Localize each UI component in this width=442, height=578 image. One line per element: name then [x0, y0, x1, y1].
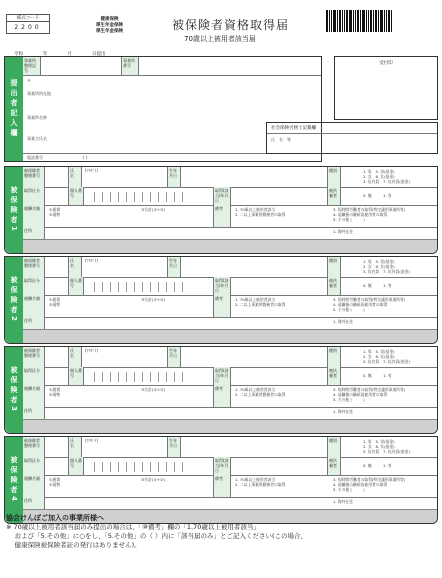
applicant-section	[4, 166, 438, 254]
notice-line: および「5.その他」に○をし、「5.その他」の（ ）内に「該当届のみ」とご記入ください(この場合、	[6, 532, 307, 540]
note-options-b: 3. 短時間労働者の取得(特定適用事業所等) 4. 退職後の継続再雇用者の取得 5. その他 ( )	[333, 297, 406, 312]
personal-number-label: 個人番号	[68, 367, 84, 385]
gender-label: 種別	[327, 167, 341, 187]
birth-label: 生年月日	[167, 347, 181, 367]
barcode	[326, 10, 400, 32]
currency-options: ①通貨 ②現物	[49, 207, 60, 217]
gender-label: 種別	[327, 257, 341, 277]
total-label: ③合計(①+②)	[141, 207, 165, 212]
insurer-line: 健康保険	[100, 17, 119, 22]
personal-number-label: 個人番号	[68, 457, 84, 475]
office-address-label: 事業所所在地	[27, 91, 51, 96]
acquisition-date-label: 取得(該当)年月日	[213, 187, 231, 205]
acquisition-date-label: 取得(該当)年月日	[213, 457, 231, 475]
remuneration-label: 報酬月額	[23, 475, 45, 497]
applicant-footer-bar	[23, 329, 437, 343]
receipt-stamp-box	[334, 56, 438, 120]
remuneration-label: 報酬月額	[23, 295, 45, 317]
insured-number-label: 被保険者整理番号	[23, 437, 45, 457]
name-label: 氏 名	[68, 437, 82, 457]
notice-line: 健康保険被保険者証の発行はありません)。	[6, 541, 141, 549]
gender-label: 種別	[327, 437, 341, 457]
dependent-options: 0. 無 1. 有	[363, 193, 392, 198]
address-options: 1. 海外在住	[333, 499, 354, 504]
acquisition-date-label: 取得(該当)年月日	[213, 277, 231, 295]
acquisition-type-label: 取得区分	[23, 457, 45, 475]
dependent-options: 0. 無 1. 有	[363, 283, 392, 288]
gender-options: 1. 男 5. 男(基金) 2. 女 6. 女(基金) 3. 坑内員 7. 坑内員(基金)	[363, 259, 410, 274]
form-code-label: 様式コード	[7, 15, 49, 22]
notes-label: 備考	[213, 295, 231, 317]
applicant-section	[4, 256, 438, 344]
applicant-section	[4, 346, 438, 434]
remuneration-label: 報酬月額	[23, 205, 45, 227]
date-submit: 日提出	[92, 52, 106, 57]
insurer-type	[96, 17, 123, 35]
applicant-side-label: 被保険者1	[5, 167, 23, 253]
form-title: 被保険者資格取得届	[172, 18, 290, 32]
name-label: 氏 名	[68, 167, 82, 187]
dependents-label: 被扶養者	[327, 367, 341, 385]
kana-label: (ﾌﾘｶﾞﾅ)	[85, 258, 99, 263]
note-options-b: 3. 短時間労働者の取得(特定適用事業所等) 4. 退職後の継続再雇用者の取得 5. その他 ( )	[333, 477, 406, 492]
note-options-a: 1. 70歳以上被用者該当 2. 二以上事業所勤務者の取得	[235, 207, 286, 217]
birth-label: 生年月日	[167, 167, 181, 187]
applicant-footer-bar	[23, 419, 437, 433]
insured-number-label: 被保険者整理番号	[23, 347, 45, 367]
labor-consultant-box	[266, 122, 438, 154]
acquisition-type-label: 取得区分	[23, 277, 45, 295]
labor-consultant-name-label: 氏 名 等	[271, 137, 291, 142]
applicant-side-label: 被保険者2	[5, 257, 23, 343]
note-options-a: 1. 70歳以上被用者該当 2. 二以上事業所勤務者の取得	[235, 477, 286, 487]
personal-number-label: 個人番号	[68, 277, 84, 295]
notice-line: ※ 70歳以上被用者該当届のみ提出の場合は、「⑩備考」欄の「1.70歳以上被用者該当」	[6, 523, 260, 531]
submitter-side-label: 提出者記入欄	[5, 57, 23, 161]
acquisition-type-label: 取得区分	[23, 187, 45, 205]
notes-label: 備考	[213, 385, 231, 407]
address-label: 住所	[23, 497, 45, 511]
currency-options: ①通貨 ②現物	[49, 477, 60, 487]
gender-options: 1. 男 5. 男(基金) 2. 女 6. 女(基金) 3. 坑内員 7. 坑内員(基金)	[363, 169, 410, 184]
currency-options: ①通貨 ②現物	[49, 387, 60, 397]
address-label: 住所	[23, 407, 45, 421]
kana-label: (ﾌﾘｶﾞﾅ)	[85, 348, 99, 353]
dependent-options: 0. 無 1. 有	[363, 373, 392, 378]
labor-consultant-label: 社会保険労務士記載欄	[267, 123, 437, 134]
date-year: 年	[43, 52, 48, 57]
address-options: 1. 海外在住	[333, 409, 354, 414]
remuneration-label: 報酬月額	[23, 385, 45, 407]
postal-label: 〒	[27, 78, 31, 83]
note-options-a: 1. 70歳以上被用者該当 2. 二以上事業所勤務者の取得	[235, 387, 286, 397]
employer-name-label: 事業主氏名	[27, 136, 47, 141]
insured-number-label: 被保険者整理番号	[23, 257, 45, 277]
note-options-b: 3. 短時間労働者の取得(特定適用事業所等) 4. 退職後の継続再雇用者の取得 5. その他 ( )	[333, 387, 406, 402]
address-options: 1. 海外在住	[333, 229, 354, 234]
office-code-label: 事業所整理記号	[23, 57, 41, 75]
form-code-box	[6, 14, 50, 34]
notes-label: 備考	[213, 475, 231, 497]
insurer-line: 厚生年金保険	[96, 23, 123, 28]
date-month: 月	[67, 52, 72, 57]
personal-number-label: 個人番号	[68, 187, 84, 205]
currency-options: ①通貨 ②現物	[49, 297, 60, 307]
applicant-side-label: 被保険者4	[5, 437, 23, 523]
notice-box	[6, 514, 436, 550]
phone-parens: ( )	[83, 155, 88, 160]
dependent-options: 0. 無 1. 有	[363, 463, 392, 468]
dependents-label: 被扶養者	[327, 187, 341, 205]
form-subtitle: 70歳以上被用者該当届	[184, 35, 256, 43]
name-label: 氏 名	[68, 257, 82, 277]
insurer-line: 厚生年金保険	[96, 29, 123, 34]
receipt-label: 受付印	[379, 61, 393, 66]
total-label: ③合計(①+②)	[141, 387, 165, 392]
note-options-b: 3. 短時間労働者の取得(特定適用事業所等) 4. 退職後の継続再雇用者の取得 5. その他 ( )	[333, 207, 406, 222]
birth-label: 生年月日	[167, 257, 181, 277]
address-label: 住所	[23, 227, 45, 241]
address-label: 住所	[23, 317, 45, 331]
applicant-section	[4, 436, 438, 524]
gender-options: 1. 男 5. 男(基金) 2. 女 6. 女(基金) 3. 坑内員 7. 坑内員(基金)	[363, 349, 410, 364]
name-label: 氏 名	[68, 347, 82, 367]
office-name-label: 事業所名称	[27, 115, 47, 120]
address-options: 1. 海外在住	[333, 319, 354, 324]
note-options-a: 1. 70歳以上被用者該当 2. 二以上事業所勤務者の取得	[235, 297, 286, 307]
insured-number-label: 被保険者整理番号	[23, 167, 45, 187]
birth-label: 生年月日	[167, 437, 181, 457]
applicant-footer-bar	[23, 239, 437, 253]
phone-label: 電話番号	[27, 155, 43, 160]
office-number-label: 事業所番号	[121, 57, 139, 75]
notice-heading: 協会けんぽご加入の事業所様へ	[6, 514, 104, 522]
date-era: 令和	[14, 52, 23, 57]
kana-label: (ﾌﾘｶﾞﾅ)	[85, 438, 99, 443]
kana-label: (ﾌﾘｶﾞﾅ)	[85, 168, 99, 173]
gender-options: 1. 男 5. 男(基金) 2. 女 6. 女(基金) 3. 坑内員 7. 坑内員(基金)	[363, 439, 410, 454]
dependents-label: 被扶養者	[327, 457, 341, 475]
dependents-label: 被扶養者	[327, 277, 341, 295]
form-page	[4, 4, 438, 574]
total-label: ③合計(①+②)	[141, 477, 165, 482]
gender-label: 種別	[327, 347, 341, 367]
total-label: ③合計(①+②)	[141, 297, 165, 302]
acquisition-date-label: 取得(該当)年月日	[213, 367, 231, 385]
form-code-value: 2200	[14, 24, 42, 31]
applicant-side-label: 被保険者3	[5, 347, 23, 433]
notes-label: 備考	[213, 205, 231, 227]
acquisition-type-label: 取得区分	[23, 367, 45, 385]
